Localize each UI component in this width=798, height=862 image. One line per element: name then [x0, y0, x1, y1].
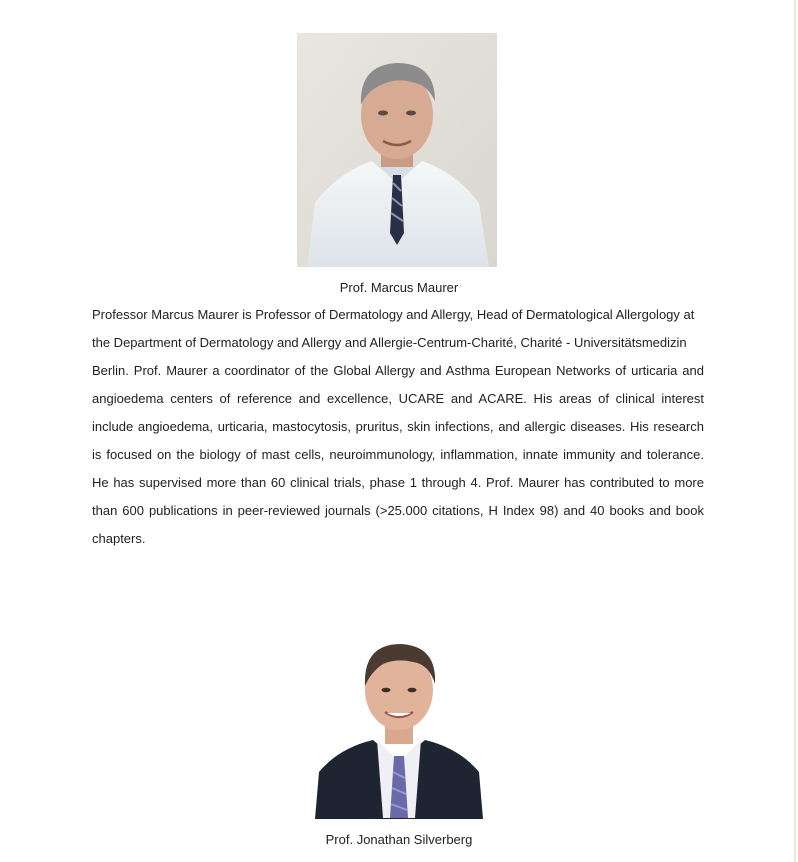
bio-paragraph-2: Berlin. Prof. Maurer a coordinator of the Global Allergy and Asthma European Networks of urticaria and angioedema centers of reference and excellence, UCARE and ACARE. His areas of clinical interest include angioedema, urticaria, mastocytosis, pruritus, skin infections, and allergic diseases. His research is focused on the biology of mast cells, neuroimmunology, inflammation, innate immunity and tolerance. He has supervised more than 60 clinical trials, phase 1 through 4. Prof. Maurer has contributed to more than 600 publications in peer-reviewed journals (>25.000 citations, H Index 98) and 40 books and book chapters.	[92, 363, 704, 546]
portrait-maurer-icon	[297, 33, 497, 267]
portrait-photo-silverberg	[315, 622, 483, 819]
profile-1-name: Prof. Marcus Maurer	[339, 280, 459, 295]
profile-1-bio	[92, 301, 704, 553]
profile-2-name: Prof. Jonathan Silverberg	[325, 832, 473, 847]
bio-paragraph-1: Professor Marcus Maurer is Professor of Dermatology and Allergy, Head of Dermatological Allergology at the Department of Dermatology and Allergy and Allergie-Centrum-Charité, Charité - Universitätsmedizin	[92, 307, 695, 350]
page-edge-line	[794, 0, 796, 862]
portrait-photo-maurer	[297, 33, 497, 267]
portrait-silverberg-icon	[315, 622, 483, 819]
